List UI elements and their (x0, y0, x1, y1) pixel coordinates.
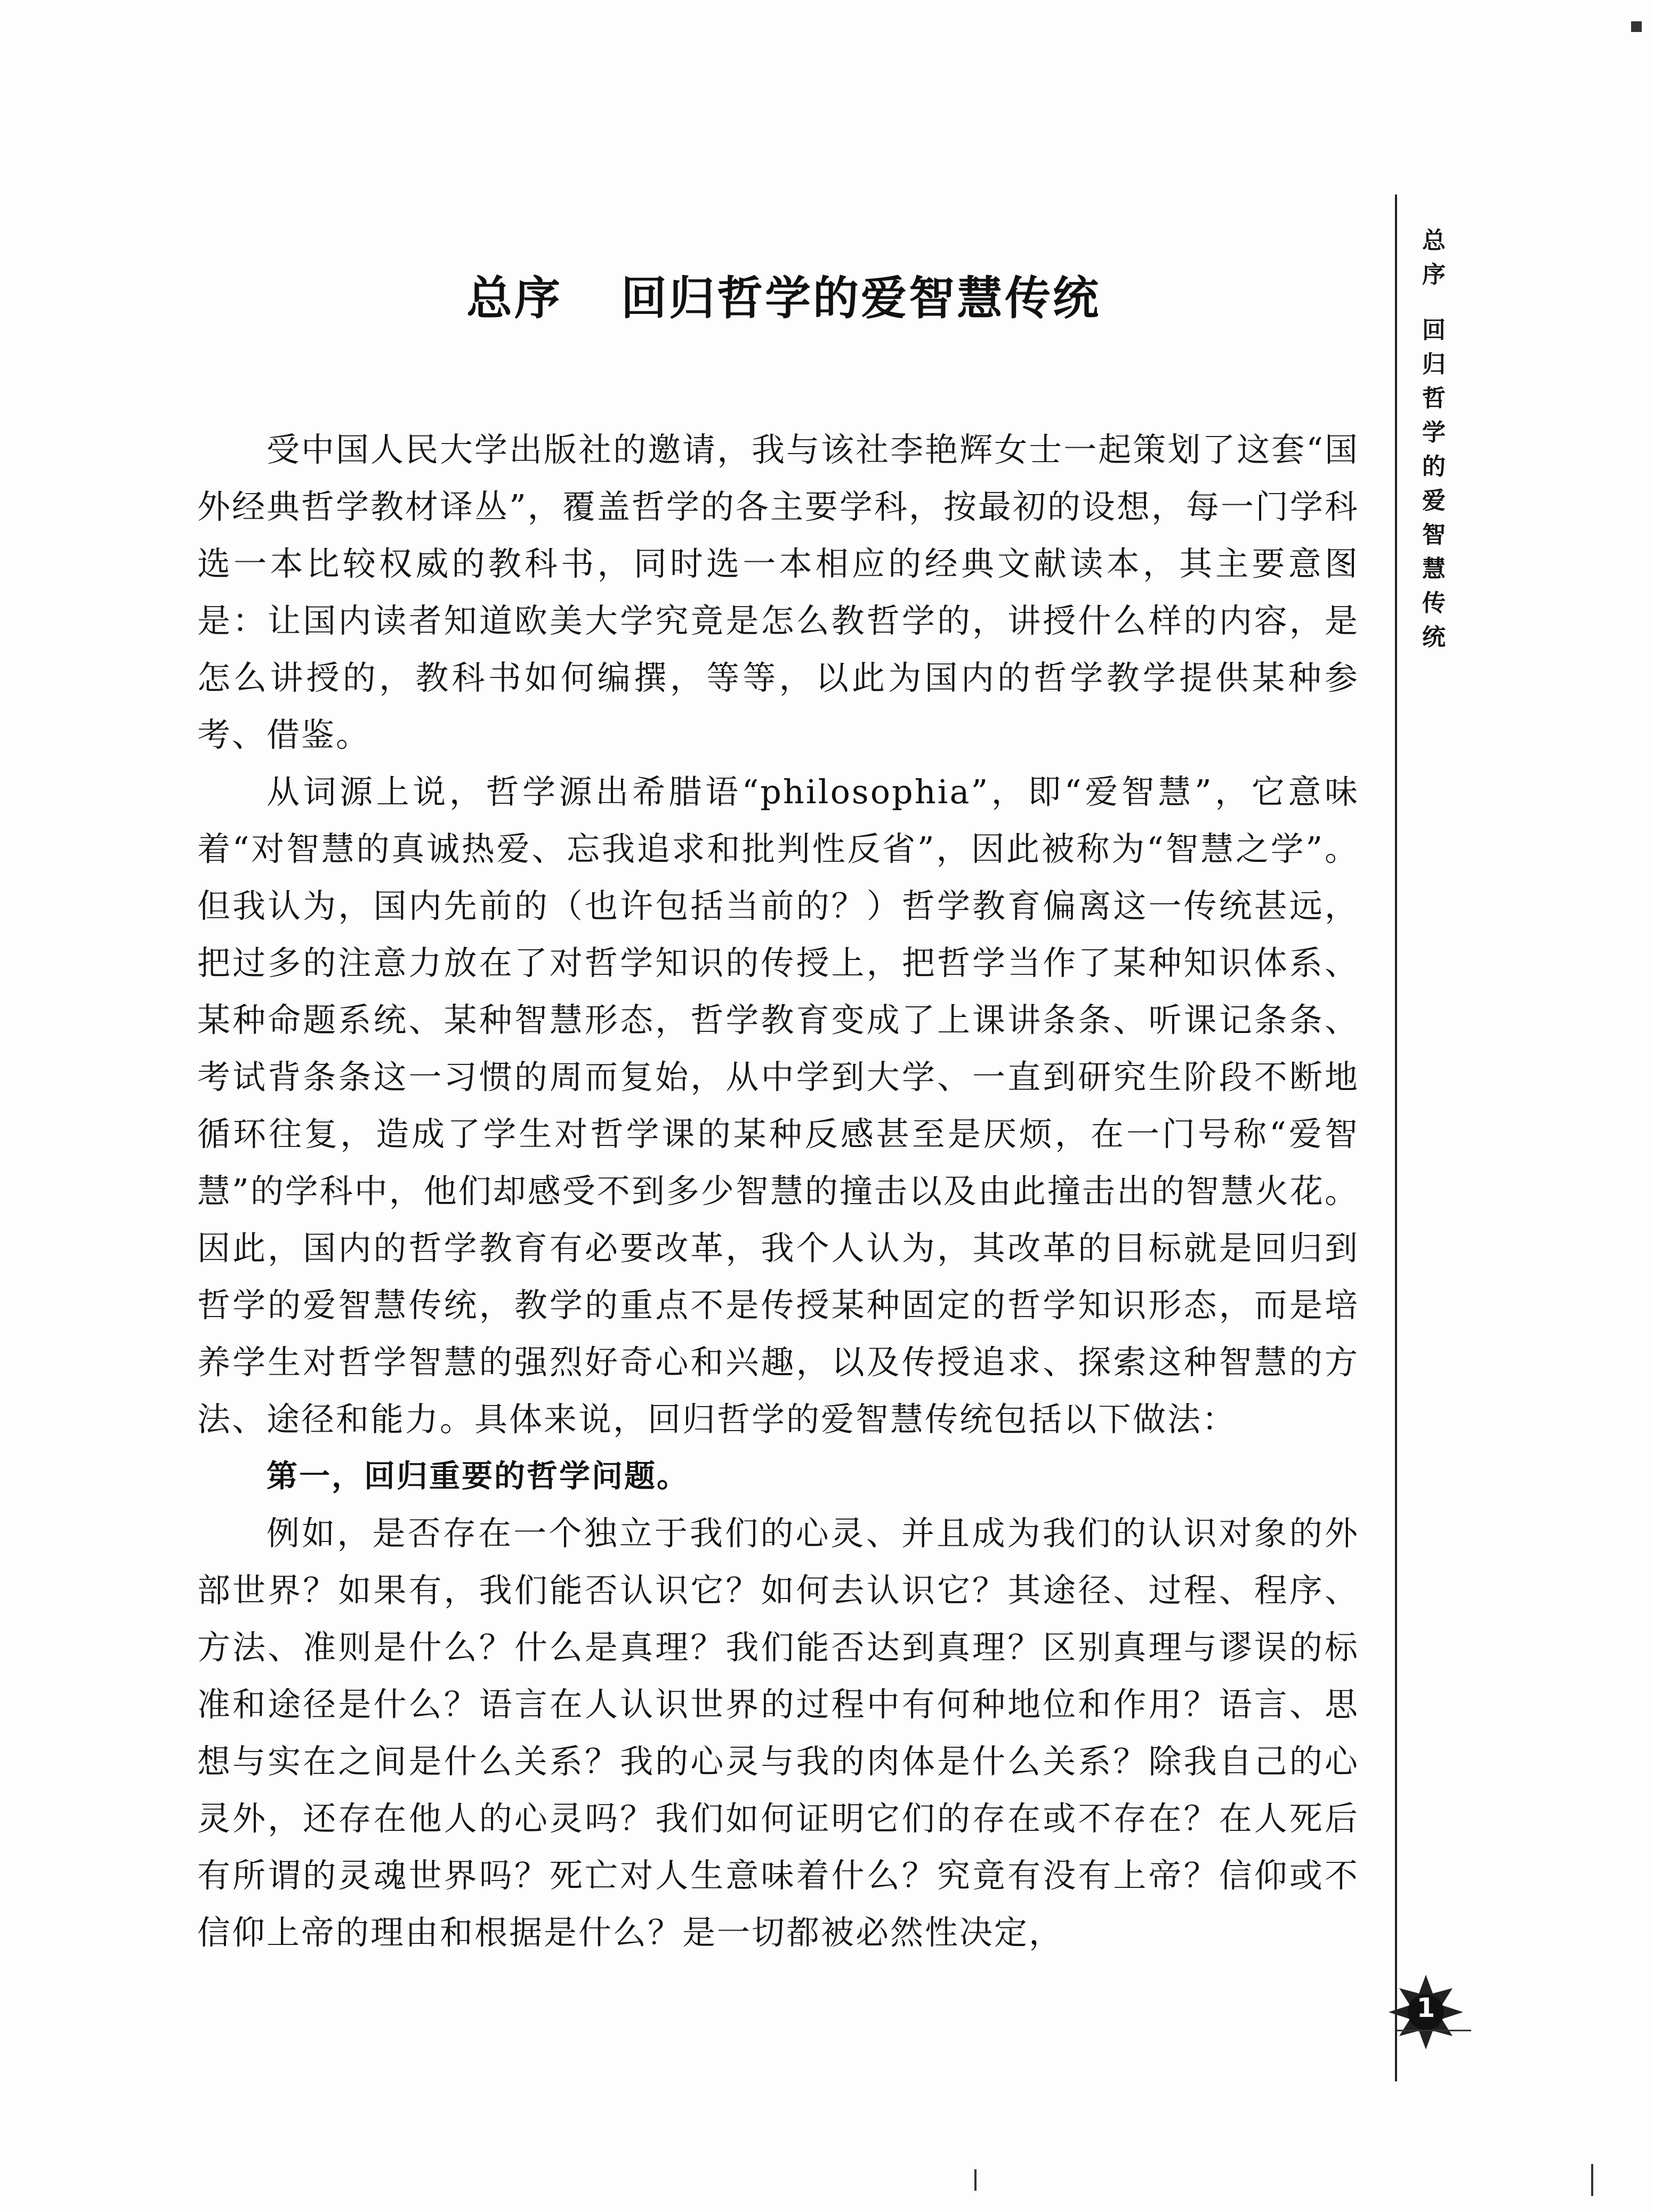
margin-rule (1395, 195, 1397, 2081)
running-header-char: 哲 (1422, 385, 1446, 412)
running-header-char: 归 (1422, 351, 1446, 378)
footer-rule (1397, 2030, 1471, 2031)
page-number: 1 (1416, 1992, 1435, 2023)
running-header-char: 总 (1422, 227, 1446, 254)
running-header-char: 智 (1422, 521, 1446, 548)
scan-speck (974, 2169, 977, 2191)
section-heading: 第一，回归重要的哲学问题。 (267, 1458, 690, 1494)
running-header-char: 的 (1422, 453, 1446, 480)
running-header-char: 慧 (1422, 555, 1446, 583)
running-header-char: 学 (1422, 419, 1446, 446)
title-prefix: 总序 (466, 272, 562, 325)
running-header-char: 传 (1422, 590, 1446, 617)
paragraph-2: 从词源上说，哲学源出希腊语“philosophia”，即“爱智慧”，它意味着“对智慧的真诚热爱、忘我追求和批判性反省”，因此被称为“智慧之学”。但我认为，国内先前的（也许包括当前的？）哲学教育偏离这一传统甚远，把过多的注意力放在了对哲学知识的传授上，把哲学当作了某种知识体系、某种命题系统、某种智慧形态，哲学教育变成了上课讲条条、听课记条条、考试背条条这一习惯的周而复始，从中学到大学、一直到研究生阶段不断地循环往复，造成了学生对哲学课的某种反感甚至是厌烦，在一门号称“爱智慧”的学科中，他们却感受不到多少智慧的撞击以及由此撞击出的智慧火花。因此，国内的哲学教育有必要改革，我个人认为，其改革的目标就是回归到哲学的爱智慧传统，教学的重点不是传授某种固定的哲学知识形态，而是培养学生对哲学智慧的强烈好奇心和兴趣，以及传授追求、探索这种智慧的方法、途径和能力。具体来说，回归哲学的爱智慧传统包括以下做法： (197, 772, 1359, 1439)
running-header (1413, 224, 1455, 655)
running-header-gap (1413, 292, 1455, 313)
scan-speck (1591, 2164, 1593, 2196)
scan-speck (1631, 21, 1642, 32)
paragraph-1: 受中国人民大学出版社的邀请，我与该社李艳辉女士一起策划了这套“国外经典哲学教材译丛”，覆盖哲学的各主要学科，按最初的设想，每一门学科选一本比较权威的教科书，同时选一本相应的经典文献读本，其主要意图是：让国内读者知道欧美大学究竟是怎么教哲学的，讲授什么样的内容，是怎么讲授的，教科书如何编撰，等等，以此为国内的哲学教学提供某种参考、借鉴。 (197, 430, 1359, 754)
running-header-char: 统 (1422, 624, 1446, 651)
paragraph-3: 例如，是否存在一个独立于我们的心灵、并且成为我们的认识对象的外部世界？如果有，我们能否认识它？如何去认识它？其途径、过程、程序、方法、准则是什么？什么是真理？我们能否达到真理？区别真理与谬误的标准和途径是什么？语言在人认识世界的过程中有何种地位和作用？语言、思想与实在之间是什么关系？我的心灵与我的肉体是什么关系？除我自己的心灵外，还存在他人的心灵吗？我们如何证明它们的存在或不存在？在人死后有所谓的灵魂世界吗？死亡对人生意味着什么？究竟有没有上帝？信仰或不信仰上帝的理由和根据是什么？是一切都被必然性决定， (197, 1514, 1359, 1952)
body-text (197, 421, 1359, 1961)
running-header-char: 回 (1422, 317, 1446, 344)
running-header-char: 序 (1422, 261, 1446, 288)
page-title (0, 267, 1567, 330)
page-number-ornament (1386, 1972, 1466, 2052)
title-main: 回归哲学的爱智慧传统 (621, 272, 1101, 325)
running-header-char: 爱 (1422, 487, 1446, 514)
